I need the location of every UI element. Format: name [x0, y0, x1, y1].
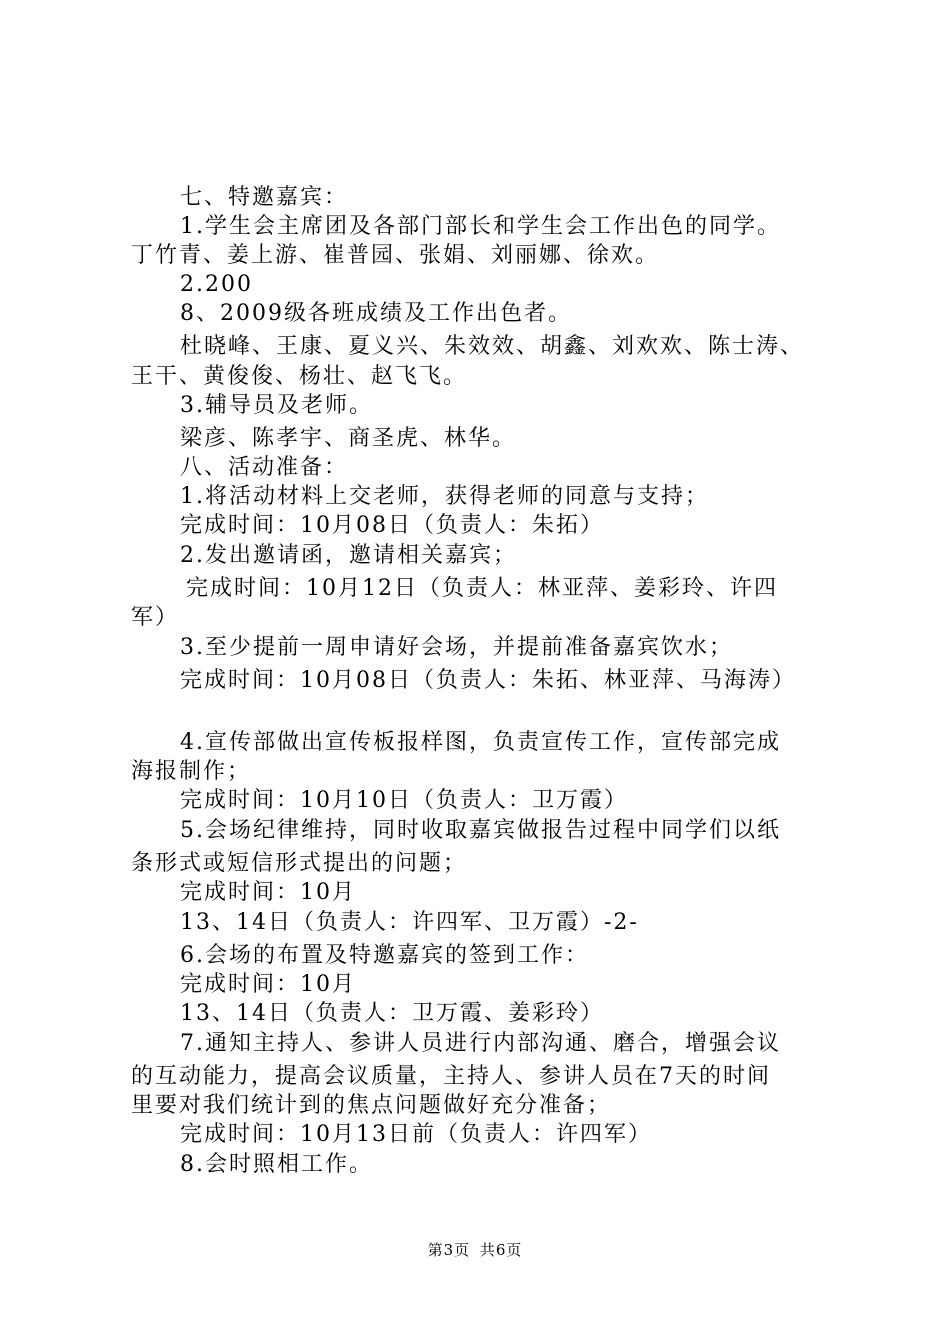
section-heading-special-guests: 七、特邀嘉宾：	[180, 185, 349, 210]
paragraph-line: 完成时间：10月08日（负责人：朱拓、林亚萍、马海涛）	[180, 668, 796, 693]
paragraph-line: 完成时间：10月10日（负责人：卫万霞）	[180, 788, 628, 813]
paragraph-line: 3.至少提前一周申请好会场，并提前准备嘉宾饮水；	[180, 635, 733, 660]
paragraph-line: 完成时间：10月13日前（负责人：许四军）	[180, 1122, 652, 1147]
paragraph-line: 2.200	[180, 272, 253, 297]
paragraph-line: 梁彦、陈孝宇、商圣虎、林华。	[180, 426, 517, 451]
page-footer	[0, 1240, 950, 1260]
paragraph-line: 完成时间：10月	[180, 880, 356, 905]
paragraph-line: 完成时间：10月	[180, 972, 356, 997]
paragraph-line: 4.宣传部做出宣传板报样图，负责宣传工作，宣传部完成	[180, 730, 781, 755]
paragraph-line: 13、14日（负责人：卫万霞、姜彩玲）	[180, 1001, 604, 1026]
paragraph-line: 海报制作；	[131, 759, 252, 784]
paragraph-line: 8、2009级各班成绩及工作出色者。	[180, 301, 572, 326]
paragraph-line: 里要对我们统计到的焦点问题做好充分准备；	[131, 1093, 612, 1118]
paragraph-line: 1.学生会主席团及各部门部长和学生会工作出色的同学。	[180, 214, 781, 239]
paragraph-line: 条形式或短信形式提出的问题；	[131, 851, 468, 876]
paragraph-line: 5.会场纪律维持，同时收取嘉宾做报告过程中同学们以纸	[180, 818, 781, 843]
paragraph-line: 7.通知主持人、参讲人员进行内部沟通、磨合，增强会议	[180, 1031, 781, 1056]
paragraph-line: 2.发出邀请函，邀请相关嘉宾；	[180, 543, 517, 568]
page-total: 共6页	[479, 1241, 523, 1259]
paragraph-line: 杜晓峰、王康、夏义兴、朱效效、胡鑫、刘欢欢、陈士涛、	[180, 334, 805, 359]
paragraph-line: 6.会场的布置及特邀嘉宾的签到工作：	[180, 943, 589, 968]
paragraph-line: 完成时间：10月12日（负责人：林亚萍、姜彩玲、许四	[186, 576, 778, 601]
page-number: 第3页	[427, 1241, 471, 1259]
paragraph-line: 1.将活动材料上交老师，获得老师的同意与支持；	[180, 484, 709, 509]
paragraph-line: 军）	[131, 605, 180, 630]
paragraph-line: 丁竹青、姜上游、崔普园、张娟、刘丽娜、徐欢。	[131, 243, 660, 268]
paragraph-line: 8.会时照相工作。	[180, 1152, 373, 1177]
paragraph-line: 13、14日（负责人：许四军、卫万霞）-2-	[180, 910, 639, 935]
paragraph-line: 完成时间：10月08日（负责人：朱拓）	[180, 513, 604, 538]
section-heading-activity-prep: 八、活动准备：	[180, 455, 349, 480]
paragraph-line: 3.辅导员及老师。	[180, 393, 373, 418]
paragraph-line: 的互动能力，提高会议质量，主持人、参讲人员在7天的时间	[131, 1064, 771, 1089]
paragraph-line: 王干、黄俊俊、杨壮、赵飞飞。	[131, 364, 468, 389]
